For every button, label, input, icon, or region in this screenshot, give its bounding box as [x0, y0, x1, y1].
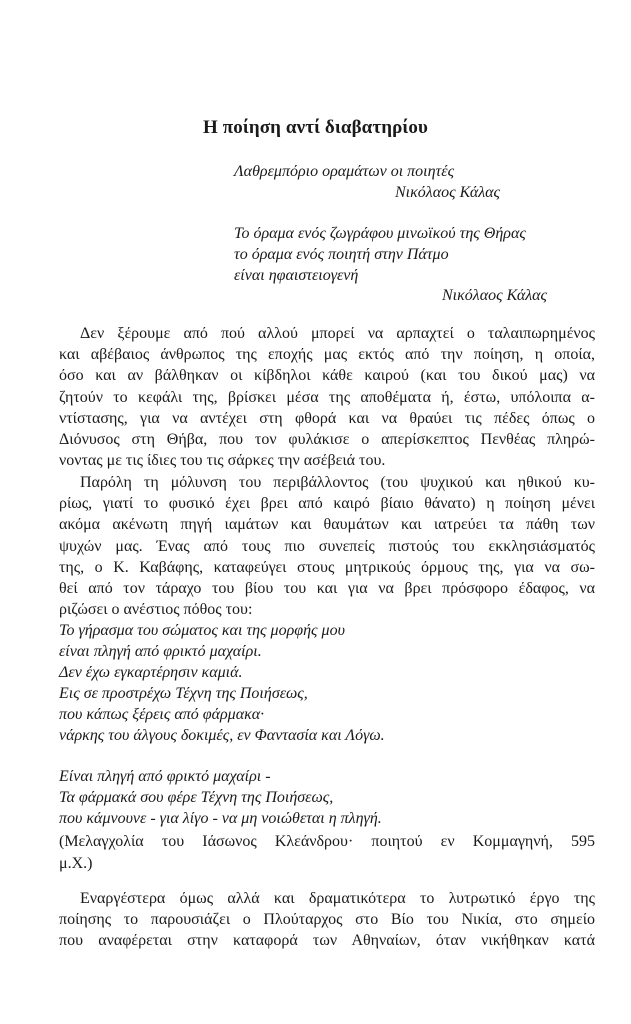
chapter-title: Η ποίηση αντί διαβατηρίου [203, 117, 428, 138]
epigraph-2-author: Νικόλαος Κάλας [442, 287, 548, 304]
paragraph-3 [59, 888, 595, 952]
poem-line: Το γήρασμα του σώματος και της μορφής μου [59, 622, 345, 639]
poem-line: που κάπως ξέρεις από φάρμακα· [59, 706, 265, 723]
text-line: που αναφέρεται στην καταφορά των Αθηναίων, όταν νικήθηκαν κατά [59, 932, 595, 950]
text-line: της, ο Κ. Καβάφης, καταφεύγει στους μητρικούς όρμους της, για να σω- [59, 558, 595, 576]
poem-line: Είναι πληγή από φρικτό μαχαίρι - [59, 768, 271, 785]
text-line: νοντας με τις ίδιες του τις σάρκες την ασέβειά του. [59, 452, 386, 470]
text-line: θεί από τον τάραχο του βίου του και για να βρει πρόσφορο έδαφος, να [59, 580, 595, 598]
text-line: ψυχών μας. Ένας από τους πιο συνεπείς πιστούς του εκκλησιάσματός [59, 537, 595, 555]
poem-source-caption [59, 831, 595, 874]
epigraph-1-author: Νικόλαος Κάλας [395, 184, 501, 201]
poem-line: που κάμνουνε - για λίγο - να μη νοιώθεται η πληγή. [59, 810, 382, 827]
epigraph-2-line: το όραμα ενός ποιητή στην Πάτμο [234, 246, 449, 263]
text-line: ντίστασης, για να αντέχει στη φθορά και να θραύει τις πέδες όπως ο [59, 409, 595, 427]
poem-line: Εις σε προστρέχω Τέχνη της Ποιήσεως, [59, 685, 308, 702]
text-line: μ.Χ.) [59, 854, 93, 872]
epigraph-1-line: Λαθρεμπόριο οραμάτων οι ποιητές [234, 163, 455, 180]
text-line: ακόμα ακένωτη πηγή ιαμάτων και θαυμάτων και ιατρεύει τα πάθη των [59, 516, 595, 534]
paragraph-2 [59, 472, 595, 620]
text-line: Παρόλη τη μόλυνση του περιβάλλοντος (του ψυχικού και ηθικού κυ- [80, 474, 595, 491]
epigraph-2-line: Το όραμα ενός ζωγράφου μινωϊκού της Θήρας [234, 225, 526, 242]
poem-line: είναι πληγή από φρικτό μαχαίρι. [59, 643, 262, 660]
paragraph-1 [59, 323, 595, 471]
poem-line: νάρκης του άλγους δοκιμές, εν Φαντασία και Λόγω. [59, 727, 385, 744]
text-line: (Μελαγχολία του Ιάσωνος Κλεάνδρου· ποιητού εν Κομμαγηνή, 595 [59, 833, 595, 850]
text-line: ποίησης το παρουσιάζει ο Πλούταρχος στο Βίο του Νικία, στο σημείο [59, 911, 595, 929]
poem-line: Τα φάρμακά σου φέρε Τέχνη της Ποιήσεως, [59, 789, 334, 806]
text-line: Εναργέστερα όμως αλλά και δραματικότερα το λυτρωτικό έργο της [80, 890, 595, 907]
text-line: ριζώσει ο ανέστιος πόθος του: [59, 601, 253, 619]
text-line: Διόνυσος στη Θήβα, που τον φυλάκισε ο απερίσκεπτος Πενθέας πληρώ- [59, 431, 595, 449]
text-line: Δεν ξέρουμε από πού αλλού μπορεί να αρπαχτεί ο ταλαιπωρημένος [80, 325, 595, 342]
text-line: όσο και αν βάλθηκαν οι κίβδηλοι κάθε καιρού (και του δικού μας) να [59, 367, 595, 385]
epigraph-2-line: είναι ηφαιστειογενή [234, 267, 359, 284]
text-line: ρίως, γιατί το φυσικό έχει βρει από καιρό βίαιο θάνατο) η ποίηση μένει [59, 495, 595, 513]
poem-line: Δεν έχω εγκαρτέρησιν καμιά. [59, 664, 243, 681]
text-line: και αβέβαιος άνθρωπος της εποχής μας εκτός από την ποίηση, η οποία, [59, 346, 595, 364]
text-line: ζητούν το κεφάλι της, βρίσκει μέσα της αποθέματα ή, έστω, υπόλοιπα α- [59, 388, 595, 406]
